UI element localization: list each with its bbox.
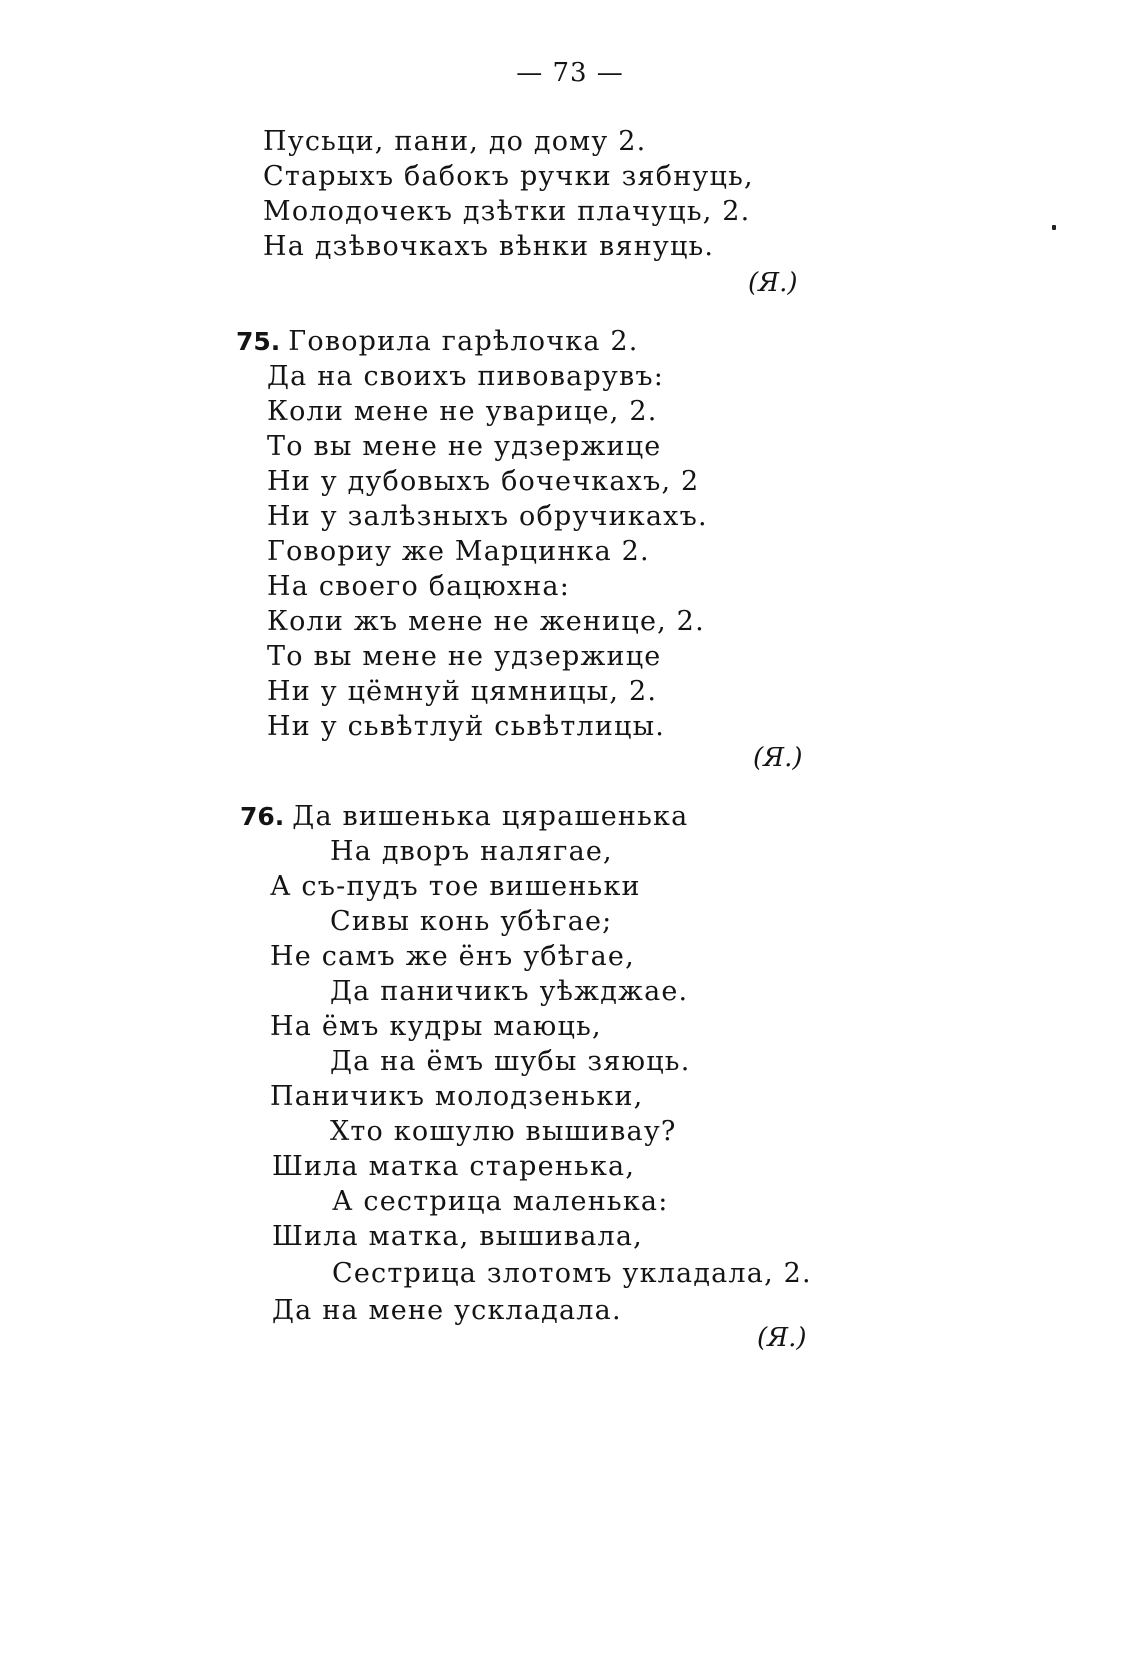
verse-line: Старыхъ бабокъ ручки зябнуць, <box>263 161 754 192</box>
print-speck <box>1052 225 1056 230</box>
page-number: — 73 — <box>516 58 624 88</box>
verse-line <box>236 328 639 355</box>
verse-line: Сестрица злотомъ укладала, 2. <box>332 1258 812 1289</box>
verse-line: Сивы конь убѣгае; <box>330 906 613 937</box>
verse-line: А съ-пудъ тое вишеньки <box>270 871 641 902</box>
verse-line: Ни у дубовыхъ бочечкахъ, 2 <box>267 466 700 497</box>
verse-line: Да на своихъ пивоварувъ: <box>267 361 665 392</box>
verse-line: На дзѣвочкахъ вѣнки вянуць. <box>263 231 715 262</box>
verse-line: На своего бацюхна: <box>267 571 571 602</box>
verse-line: На дворъ налягае, <box>330 836 613 867</box>
verse-line: То вы мене не удзержице <box>267 641 662 672</box>
poem-number: 76. <box>240 802 285 831</box>
verse-line: Да на мене ускладала. <box>272 1295 622 1326</box>
verse-line: Да на ёмъ шубы зяюць. <box>330 1046 691 1077</box>
verse-line: Не самъ же ёнъ убѣгае, <box>270 941 635 972</box>
poem-attribution: (Я.) <box>753 743 803 773</box>
verse-line: Ни у залѣзныхъ обручикахъ. <box>267 501 708 532</box>
verse-line: Шила матка старенька, <box>272 1151 636 1182</box>
verse-line-text: Говорила гарѣлочка 2. <box>288 326 639 357</box>
verse-line: На ёмъ кудры маюць, <box>270 1011 602 1042</box>
verse-line-text: Да вишенька цярашенька <box>292 801 689 832</box>
poem-attribution: (Я.) <box>757 1323 807 1353</box>
verse-line: Коли мене не уварице, 2. <box>267 396 658 427</box>
verse-line <box>240 803 688 830</box>
verse-line: А сестрица маленька: <box>332 1186 669 1217</box>
poem-number: 75. <box>236 327 281 356</box>
verse-line: Ни у цёмнуй цямницы, 2. <box>267 676 658 707</box>
verse-line: Паничикъ молодзеньки, <box>270 1081 644 1112</box>
verse-line: Да паничикъ уѣжджае. <box>330 976 689 1007</box>
poem-attribution: (Я.) <box>748 268 798 298</box>
verse-line: Хто кошулю вышивау? <box>330 1116 677 1147</box>
verse-line: Ни у сьвѣтлуй сьвѣтлицы. <box>267 711 666 742</box>
verse-line: Шила матка, вышивала, <box>272 1221 643 1252</box>
verse-line: Коли жъ мене не женице, 2. <box>267 606 705 637</box>
verse-line: Молодочекъ дзѣтки плачуць, 2. <box>263 196 751 227</box>
verse-line: Говориу же Марцинка 2. <box>267 536 650 567</box>
verse-line: Пусьци, пани, до дому 2. <box>263 126 647 157</box>
verse-line: То вы мене не удзержице <box>267 431 662 462</box>
